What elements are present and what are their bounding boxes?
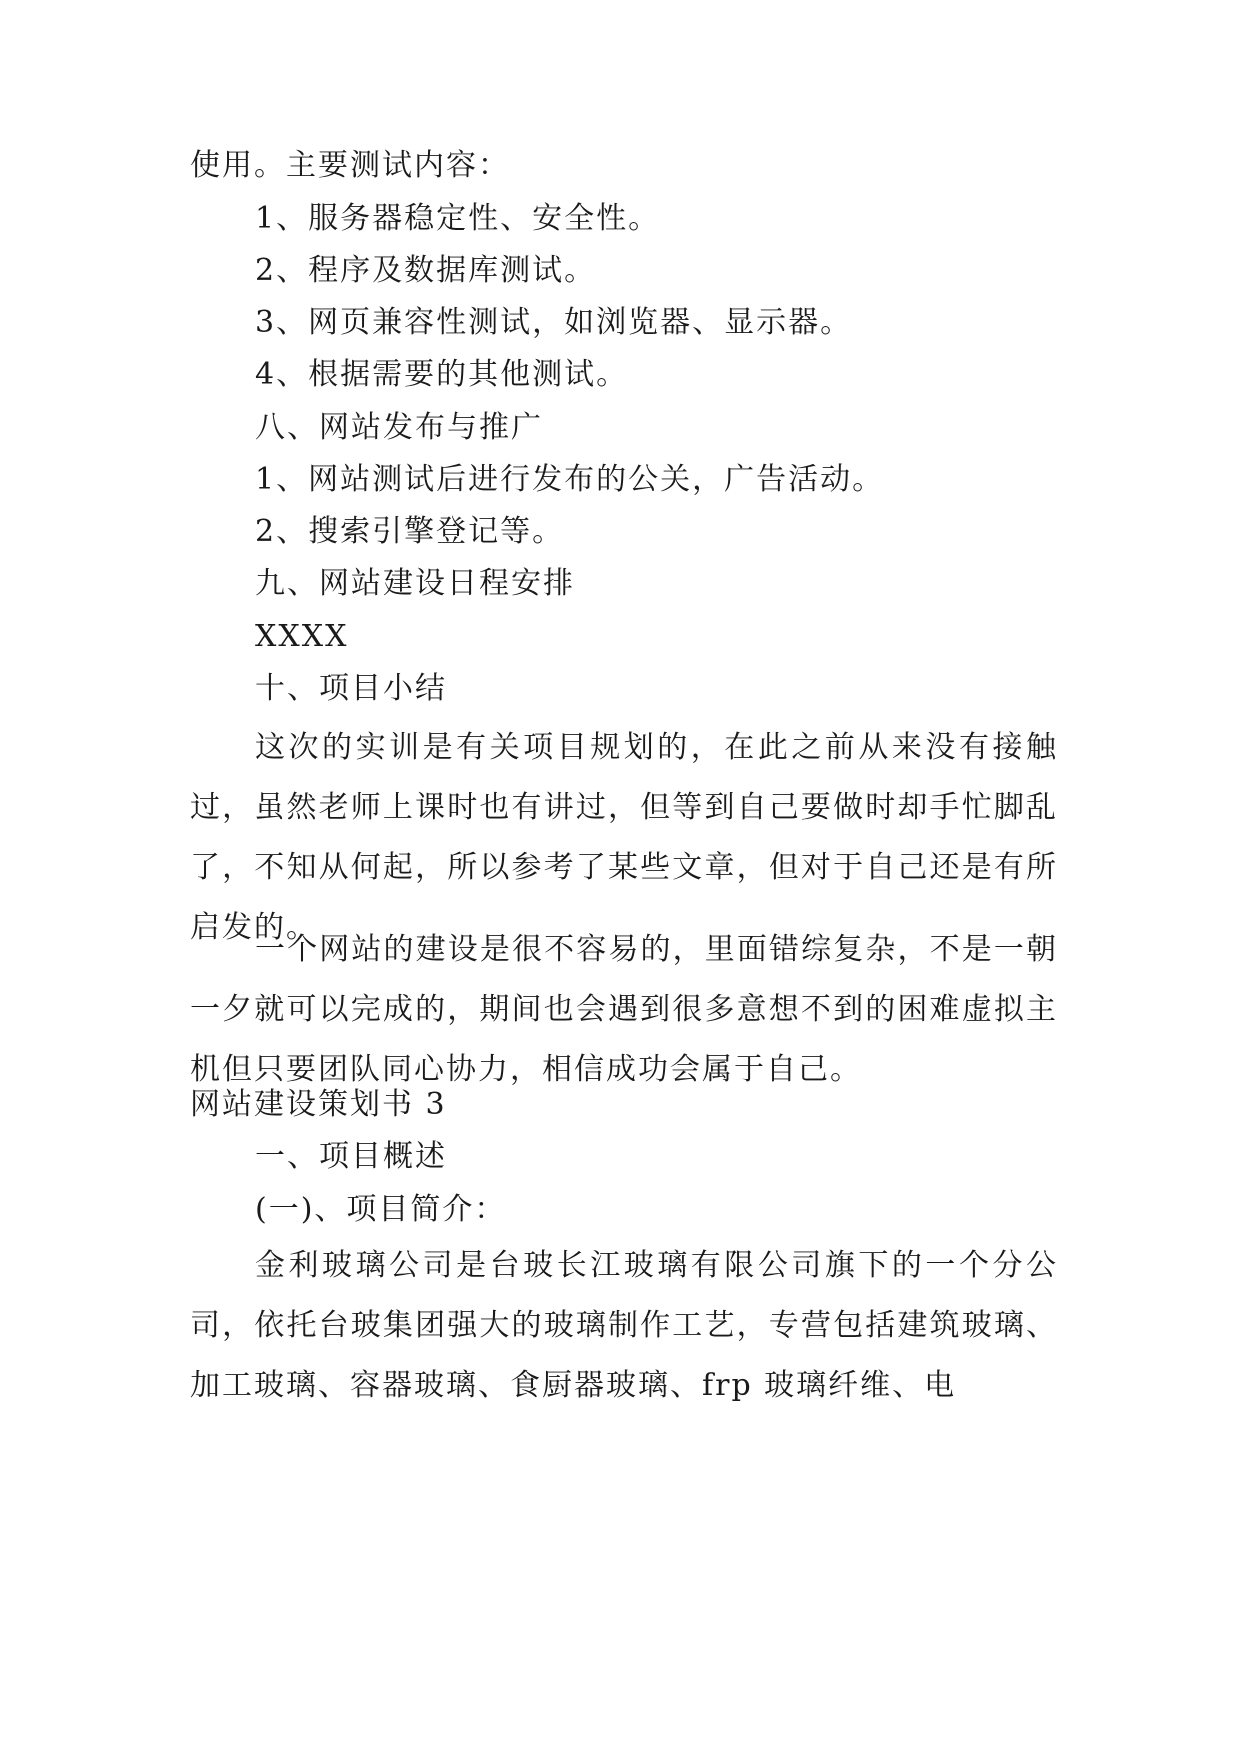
schedule-placeholder: XXXX bbox=[255, 619, 349, 654]
text-line: 使用。主要测试内容： bbox=[190, 148, 510, 183]
document-title: 网站建设策划书 3 bbox=[190, 1087, 447, 1122]
subsection-heading: (一)、项目简介： bbox=[255, 1192, 507, 1227]
summary-paragraph: 这次的实训是有关项目规划的，在此之前从来没有接触过，虽然老师上课时也有讲过，但等到自己要做时却手忙脚乱了，不知从何起，所以参考了某些文章，但对于自己还是有所启发的。 bbox=[190, 730, 1058, 945]
intro-paragraph: 金利玻璃公司是台玻长江玻璃有限公司旗下的一个分公司，依托台玻集团强大的玻璃制作工艺，专营包括建筑玻璃、加工玻璃、容器玻璃、食厨器玻璃、frp 玻璃纤维、电 bbox=[190, 1248, 1058, 1403]
list-item: 4、根据需要的其他测试。 bbox=[255, 357, 629, 392]
list-item: 3、网页兼容性测试，如浏览器、显示器。 bbox=[255, 305, 853, 340]
list-item: 1、服务器稳定性、安全性。 bbox=[255, 201, 661, 236]
list-item: 2、程序及数据库测试。 bbox=[255, 253, 597, 288]
list-item: 2、搜索引擎登记等。 bbox=[255, 514, 565, 549]
section-heading: 九、网站建设日程安排 bbox=[255, 566, 575, 601]
list-item: 1、网站测试后进行发布的公关，广告活动。 bbox=[255, 462, 885, 497]
section-heading: 八、网站发布与推广 bbox=[255, 410, 543, 445]
summary-paragraph: 一个网站的建设是很不容易的，里面错综复杂，不是一朝一夕就可以完成的，期间也会遇到很多意想不到的困难虚拟主机但只要团队同心协力，相信成功会属于自己。 bbox=[190, 932, 1058, 1087]
section-heading: 一、项目概述 bbox=[255, 1139, 447, 1174]
section-heading: 十、项目小结 bbox=[255, 671, 447, 706]
